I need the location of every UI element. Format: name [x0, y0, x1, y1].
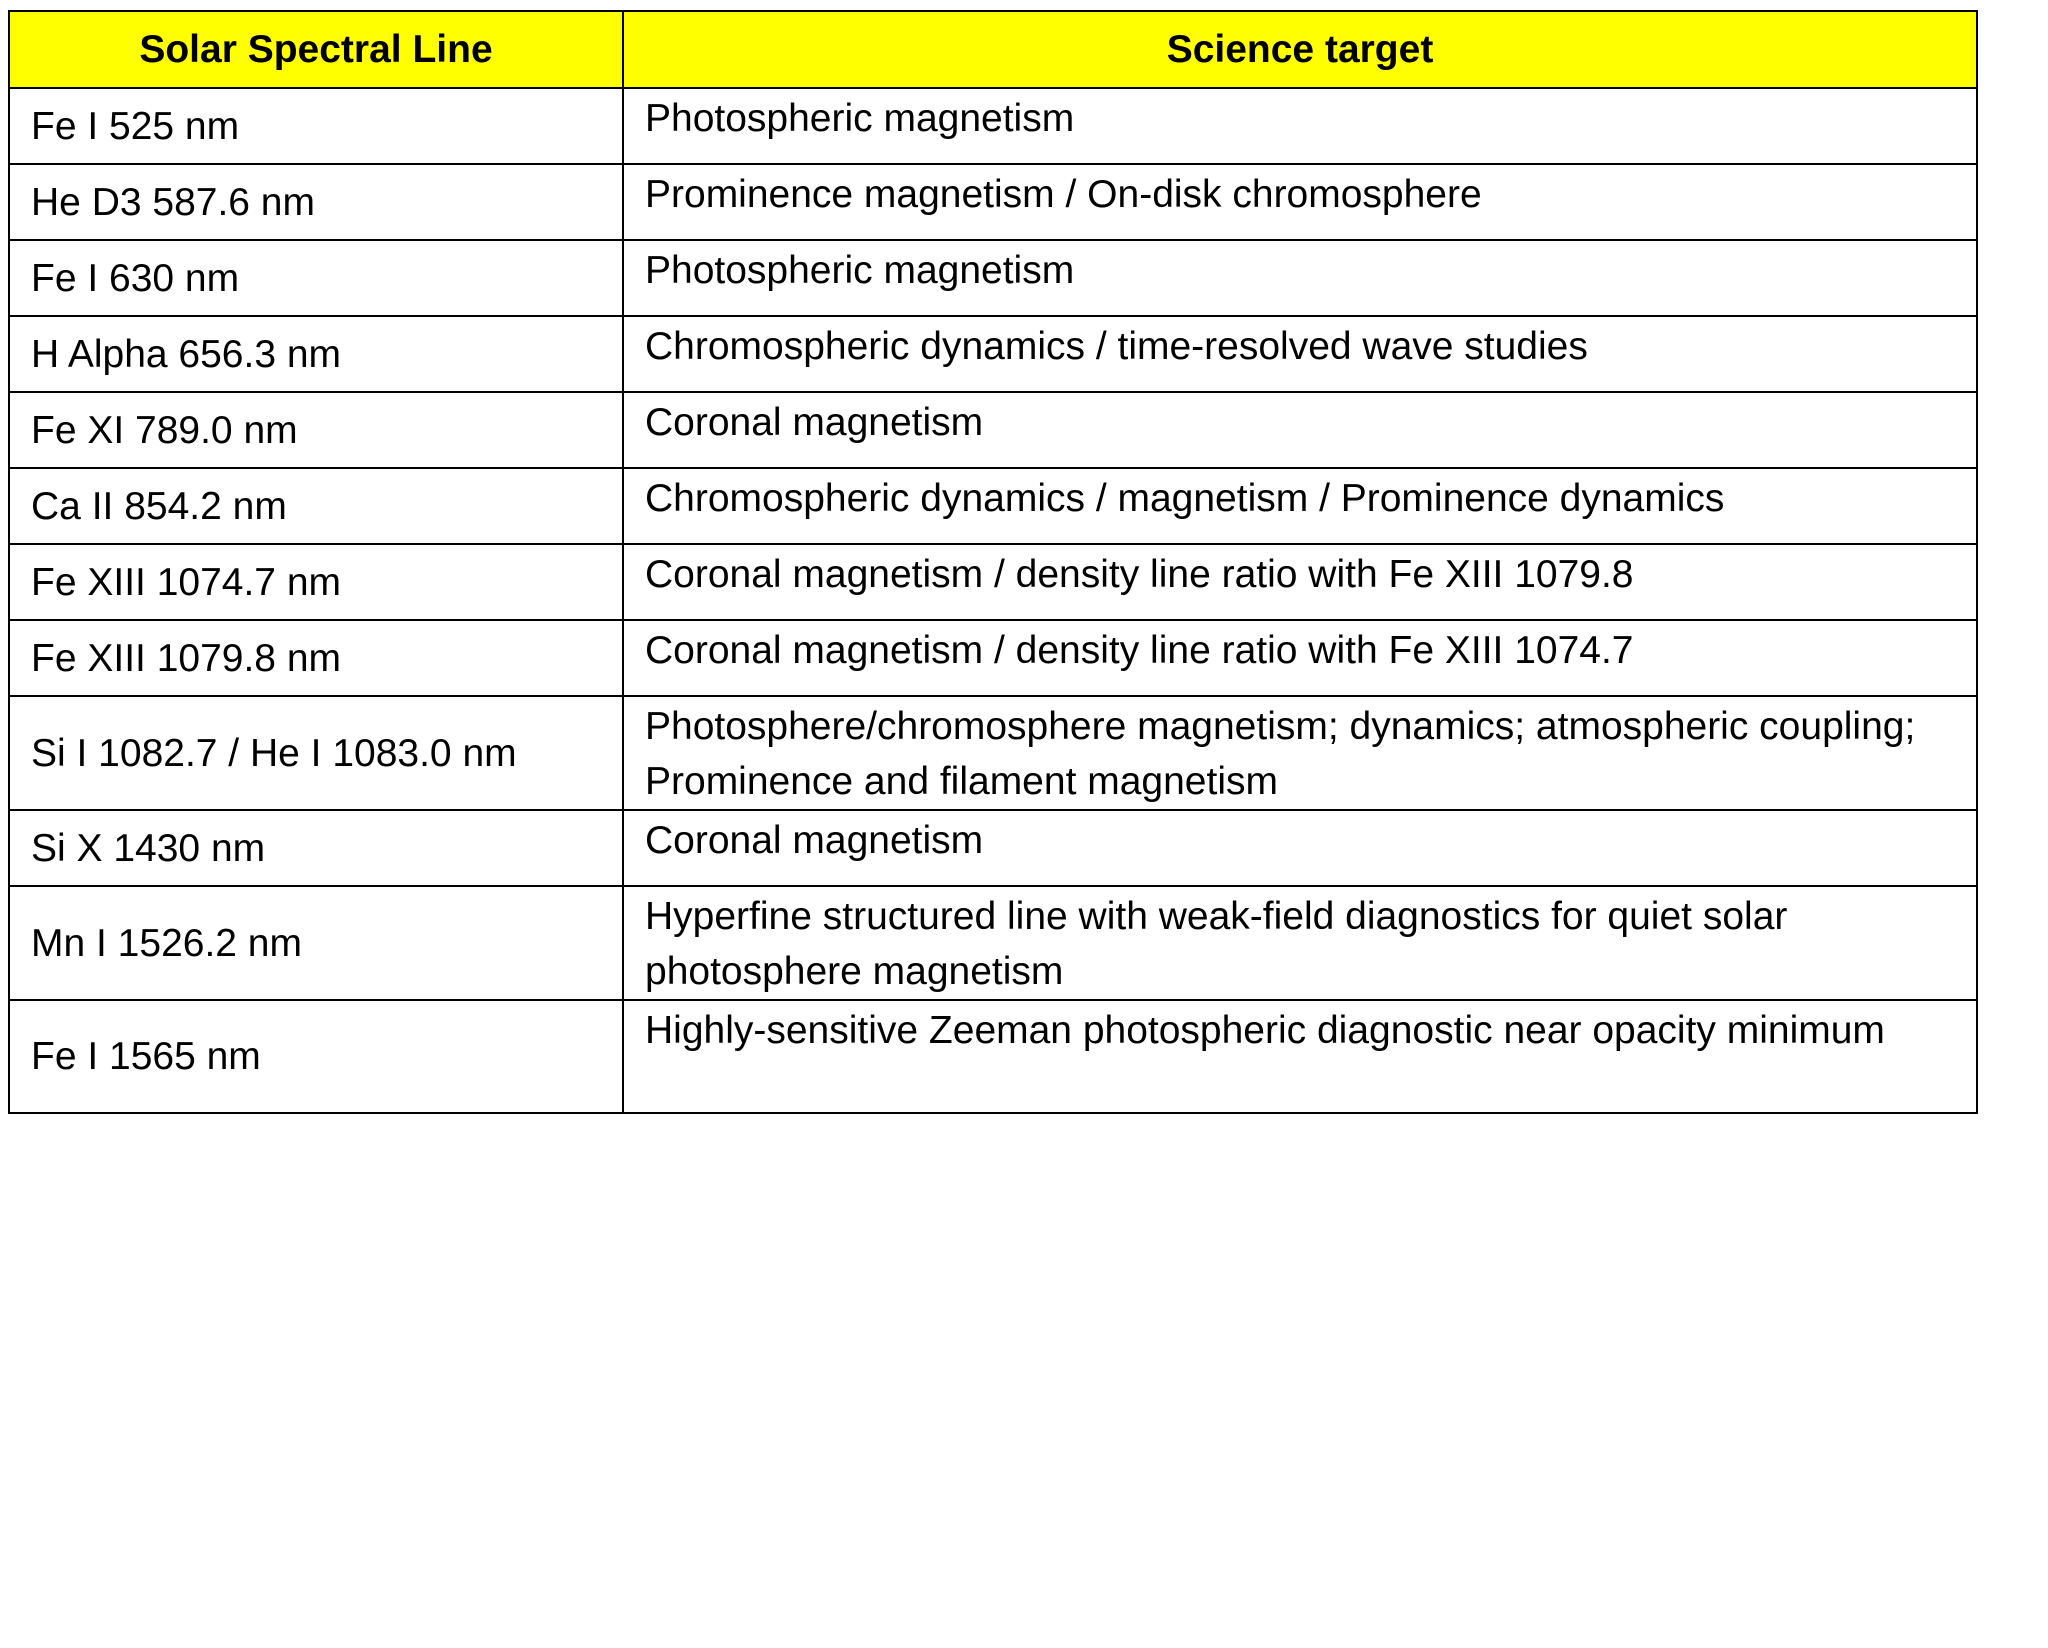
header-solar-spectral-line: Solar Spectral Line	[9, 11, 623, 88]
science-target-cell: Coronal magnetism	[623, 810, 1977, 886]
table-row	[9, 392, 1977, 468]
table-row	[9, 164, 1977, 240]
science-target-cell: Coronal magnetism / density line ratio with Fe XIII 1074.7	[623, 620, 1977, 696]
table-row	[9, 468, 1977, 544]
table-row	[9, 620, 1977, 696]
science-target-cell: Photosphere/chromosphere magnetism; dynamics; atmospheric coupling; Prominence and filament magnetism	[623, 696, 1977, 810]
science-target-cell: Highly-sensitive Zeeman photospheric diagnostic near opacity minimum	[623, 1000, 1977, 1113]
table-row	[9, 1000, 1977, 1113]
science-target-cell: Coronal magnetism	[623, 392, 1977, 468]
table-row	[9, 544, 1977, 620]
spectral-line-cell: Fe I 630 nm	[9, 240, 623, 316]
science-target-cell: Hyperfine structured line with weak-field diagnostics for quiet solar photosphere magnetism	[623, 886, 1977, 1000]
table-row	[9, 240, 1977, 316]
table-header-row	[9, 11, 1977, 88]
spectral-line-cell: Fe I 525 nm	[9, 88, 623, 164]
table-row	[9, 88, 1977, 164]
spectral-line-cell: H Alpha 656.3 nm	[9, 316, 623, 392]
spectral-line-cell: Si X 1430 nm	[9, 810, 623, 886]
science-target-cell: Photospheric magnetism	[623, 240, 1977, 316]
spectral-lines-table	[8, 10, 1978, 1114]
table-row	[9, 696, 1977, 810]
spectral-line-cell: Fe I 1565 nm	[9, 1000, 623, 1113]
science-target-cell: Photospheric magnetism	[623, 88, 1977, 164]
table-row	[9, 316, 1977, 392]
science-target-cell: Prominence magnetism / On-disk chromosphere	[623, 164, 1977, 240]
spectral-line-cell: Fe XI 789.0 nm	[9, 392, 623, 468]
spectral-line-cell: Mn I 1526.2 nm	[9, 886, 623, 1000]
spectral-line-cell: Ca II 854.2 nm	[9, 468, 623, 544]
spectral-line-cell: Fe XIII 1074.7 nm	[9, 544, 623, 620]
spectral-line-cell: Si I 1082.7 / He I 1083.0 nm	[9, 696, 623, 810]
table-row	[9, 810, 1977, 886]
science-target-cell: Chromospheric dynamics / time-resolved wave studies	[623, 316, 1977, 392]
table-row	[9, 886, 1977, 1000]
science-target-cell: Chromospheric dynamics / magnetism / Prominence dynamics	[623, 468, 1977, 544]
spectral-line-cell: He D3 587.6 nm	[9, 164, 623, 240]
header-science-target: Science target	[623, 11, 1977, 88]
science-target-cell: Coronal magnetism / density line ratio with Fe XIII 1079.8	[623, 544, 1977, 620]
spectral-line-cell: Fe XIII 1079.8 nm	[9, 620, 623, 696]
